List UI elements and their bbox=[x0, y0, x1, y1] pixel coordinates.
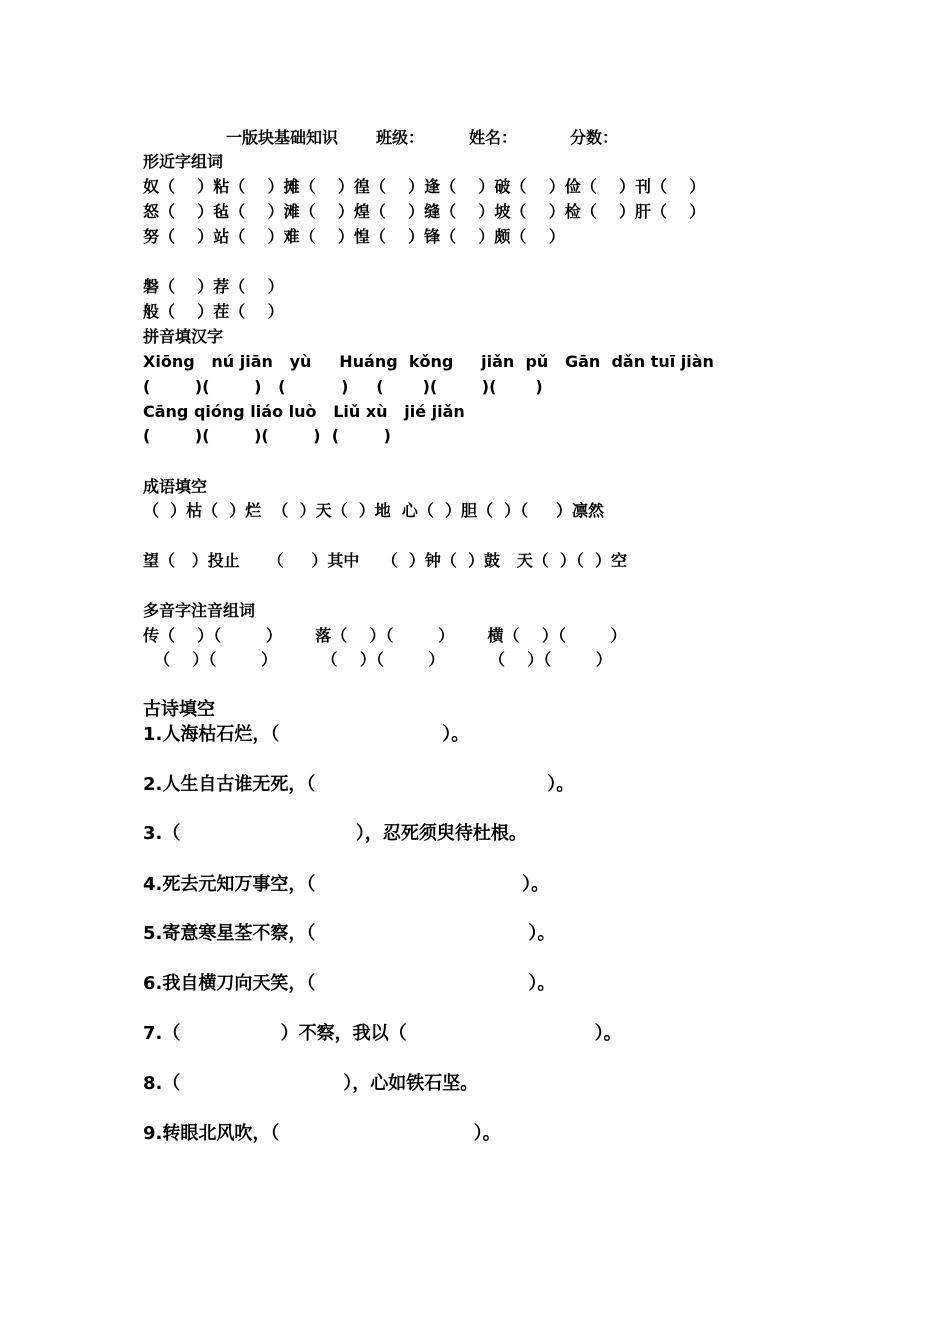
poetry-item: 4.死去元知万事空，（ ）。 bbox=[143, 874, 550, 895]
poetry-item: 6.我自横刀向天笑，（ ）。 bbox=[143, 973, 556, 994]
similar-chars-row: 磐（ ）荐（ ） bbox=[143, 277, 284, 296]
poetry-item: 9.转眼北风吹，（ ）。 bbox=[143, 1123, 501, 1144]
section-heading-idioms: 成语填空 bbox=[143, 477, 208, 496]
pinyin-answer-row: ( )( )( ) ( ) bbox=[143, 426, 391, 445]
poetry-item: 1.人海枯石烂，（ ）。 bbox=[143, 724, 470, 745]
polyphonic-row: 传（ ）（ ） 落（ ）（ ） 横（ ）（ ） bbox=[143, 626, 627, 645]
pinyin-row: Xiōng nú jiān yù Huáng kǒng jiǎn pǔ Gān dǎn tuī jiàn bbox=[143, 352, 714, 371]
poetry-item: 7.（ ）不察，我以（ ）。 bbox=[143, 1023, 622, 1044]
similar-chars-row: 奴（ ）粘（ ）摊（ ）徨（ ）逢（ ）破（ ）俭（ ）刊（ ） bbox=[143, 177, 706, 196]
page-title: 一版块基础知识 bbox=[226, 128, 339, 147]
score-label: 分数： bbox=[570, 128, 619, 147]
section-heading-poetry: 古诗填空 bbox=[143, 699, 215, 720]
similar-chars-row: 般（ ）茬（ ） bbox=[143, 302, 284, 321]
poetry-item: 8.（ ），心如铁石坚。 bbox=[143, 1073, 479, 1094]
similar-chars-row: 努（ ）站（ ）难（ ）惶（ ）锋（ ）颇（ ） bbox=[143, 227, 565, 246]
pinyin-answer-row: ( )( ) ( ) ( )( )( ) bbox=[143, 377, 543, 396]
poetry-item: 5.寄意寒星荃不察，（ ）。 bbox=[143, 923, 556, 944]
name-label: 姓名： bbox=[469, 128, 518, 147]
polyphonic-row: （ ）（ ） （ ）（ ） （ ）（ ） bbox=[143, 650, 612, 669]
class-label: 班级： bbox=[376, 128, 425, 147]
poetry-item: 3.（ ），忍死须臾待杜根。 bbox=[143, 823, 527, 844]
poetry-item: 2.人生自古谁无死，（ ）。 bbox=[143, 774, 575, 795]
similar-chars-row: 怒（ ）毡（ ）滩（ ）煌（ ）缝（ ）坡（ ）检（ ）肝（ ） bbox=[143, 202, 706, 221]
idiom-row: （ ）枯（ ）烂 （ ）天（ ）地 心（ ）胆（ ）（ ）凛然 bbox=[143, 501, 604, 520]
pinyin-row: Cāng qióng liáo luò Liǔ xù jié jiǎn bbox=[143, 402, 465, 421]
section-heading-polyphonic: 多音字注音组词 bbox=[143, 601, 256, 620]
section-heading-pinyin: 拼音填汉字 bbox=[143, 327, 224, 346]
section-heading-similar-chars: 形近字组词 bbox=[143, 152, 224, 171]
idiom-row: 望（ ）投止 （ ）其中 （ ）钟（ ）鼓 天（ ）（ ）空 bbox=[143, 551, 627, 570]
